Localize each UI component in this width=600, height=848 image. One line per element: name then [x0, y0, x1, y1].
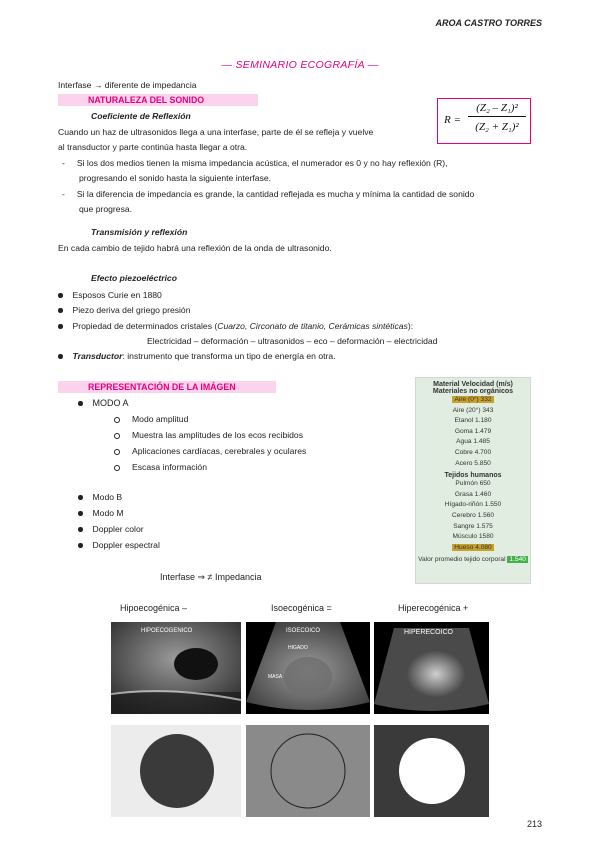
circle-bullet-icon — [114, 449, 120, 455]
bullet-icon — [78, 543, 83, 548]
dash-cont: progresando el sonido hasta la siguiente interfase. — [79, 173, 272, 183]
velocity-item: Sangre 1.575 — [453, 522, 493, 530]
circle-bullet-icon — [114, 465, 120, 471]
page-title: — SEMINARIO ECOGRAFÍA — — [221, 59, 379, 71]
bullet-icon — [78, 511, 83, 516]
bullet-item — [58, 290, 162, 300]
velocity-item-text: Hueso 4.080 — [454, 543, 492, 551]
bullet-icon — [58, 324, 63, 329]
ultrasound-label-hiper: HIPERECOICO — [404, 629, 454, 636]
section-heading-imagen: REPRESENTACIÓN DE LA IMÁGEN — [58, 381, 276, 393]
col-label-iso: Isoecogénica = — [271, 603, 332, 613]
velocity-item: Cobre 4.700 — [454, 448, 492, 456]
schematic-iso — [246, 725, 370, 817]
sub-item — [114, 446, 306, 456]
sub-text: Aplicaciones cardíacas, cerebrales y oculares — [132, 446, 307, 456]
schematic-iso-graphic — [246, 725, 370, 817]
bullet-icon — [58, 293, 63, 298]
mode-text: Doppler espectral — [92, 540, 160, 550]
bullet-icon — [78, 527, 83, 532]
velocity-average-label: Valor promedio tejido corporal — [418, 556, 506, 564]
page-number: 213 — [526, 819, 542, 829]
velocity-average — [416, 555, 530, 566]
mode-a-item — [78, 398, 129, 408]
velocity-item — [416, 395, 530, 406]
velocity-subtitle-human: Tejidos humanos — [444, 472, 502, 480]
bullet-icon — [58, 354, 63, 359]
paragraph-line: Cuando un haz de ultrasonidos llega a una interfase, parte de él se refleja y vuelve — [58, 127, 374, 137]
section-heading-sonido: NATURALEZA DEL SONIDO — [58, 94, 258, 106]
schematic-hipo-graphic — [111, 725, 241, 817]
velocity-item: Pulmón 650 — [455, 480, 491, 488]
velocity-item-text: Aire (0°) 332 — [454, 396, 492, 403]
sub-text: Muestra las amplitudes de los ecos recibidos — [132, 430, 304, 440]
velocity-item: Músculo 1580 — [452, 533, 494, 541]
col-label-hiper: Hiperecogénica + — [398, 603, 469, 613]
sub-text: Modo amplitud — [132, 414, 189, 424]
mode-text: Modo B — [92, 492, 123, 502]
velocity-item: Acero 5.850 — [455, 459, 491, 467]
schematic-hiper — [374, 725, 489, 817]
bullet-text: Esposos Curie en 1880 — [72, 290, 162, 300]
velocity-item: Hígado-riñón 1.550 — [444, 501, 502, 509]
ultrasound-hipo-graphic — [111, 622, 241, 714]
velocity-title: Material Velocidad (m/s) — [433, 381, 513, 388]
velocity-item: Etanol 1.180 — [454, 417, 492, 425]
dash-cont: que progresa. — [79, 204, 133, 214]
ultrasound-label-higado: HIGADO — [288, 645, 308, 651]
ultrasound-iso-image — [246, 622, 370, 714]
schematic-hiper-graphic — [374, 725, 489, 817]
velocity-item: Cerebro 1.560 — [451, 511, 495, 519]
bullet-text: Propiedad de determinados cristales ( — [72, 321, 218, 331]
sub-text: Escasa información — [132, 462, 207, 472]
paragraph-line: al transductor y parte continúa hasta llegar a otra. — [58, 142, 248, 152]
author-name: AROA CASTRO TORRES — [435, 18, 542, 28]
mode-item — [78, 524, 144, 534]
dash-text: Si los dos medios tienen la misma impedancia acústica, el numerador es 0 y no hay reflexión (R), — [76, 158, 448, 168]
velocity-average-value: 1.540 — [509, 556, 526, 564]
subheading-reflexion: Coeficiente de Reflexión — [91, 111, 191, 121]
ultrasound-hipo-image — [111, 622, 241, 714]
velocity-item: Grasa 1.460 — [454, 490, 492, 498]
ultrasound-label-iso: ISOECOICO — [286, 628, 321, 634]
bullet-icon — [58, 308, 63, 313]
bullet-text: ): — [407, 321, 414, 331]
bullet-text-bold: Transductor — [72, 351, 123, 361]
circle-bullet-icon — [114, 417, 120, 423]
ultrasound-label-masa: MASA — [268, 674, 283, 680]
bullet-item — [58, 321, 413, 331]
intro-line: Interfase → diferente de impedancia — [58, 80, 197, 90]
sub-item — [114, 414, 188, 424]
bullet-item — [58, 305, 191, 315]
bullet-text-italic: Cuarzo, Circonato de titanio, Cerámicas sintéticas — [217, 321, 408, 331]
velocity-table-image — [415, 377, 531, 584]
ultrasound-label-hipo: HIPOECOGENICO — [141, 628, 193, 634]
bullet-item — [58, 351, 336, 361]
subheading-piezo: Efecto piezoeléctrico — [91, 273, 177, 283]
formula-numerator: (Z₂ – Z₁)² — [468, 102, 526, 117]
dash-item: - Si los dos medios tienen la misma impedancia acústica, el numerador es 0 y no hay reflexión (R), — [62, 158, 448, 168]
velocity-subtitle-inorganic: Materiales no orgánicos — [432, 388, 514, 395]
mode-item — [78, 508, 124, 518]
mode-text: Doppler color — [92, 524, 144, 534]
sub-item — [114, 430, 303, 440]
bullet-icon — [78, 401, 83, 406]
bullet-text: Piezo deriva del griego presión — [72, 305, 191, 315]
dash-text: Si la diferencia de impedancia es grande, la cantidad reflejada es mucha y mínima la cantidad de sonido — [76, 189, 475, 199]
reflection-formula — [437, 98, 531, 144]
interfase-line: Interfase ⇒ ≠ Impedancia — [160, 572, 262, 582]
mode-item — [78, 492, 122, 502]
bullet-text: : instrumento que transforma un tipo de energía en otra. — [122, 351, 336, 361]
formula-denominator: (Z₂ + Z₁)² — [475, 121, 519, 133]
velocity-item: Goma 1.479 — [454, 427, 492, 435]
col-label-hipo: Hipoecogénica – — [120, 603, 188, 613]
sub-item — [114, 462, 207, 472]
velocity-item: Aire (20°) 343 — [452, 406, 494, 414]
ultrasound-iso-graphic — [246, 622, 370, 714]
velocity-item: Agua 1.485 — [456, 438, 490, 446]
dash-item: - Si la diferencia de impedancia es grande, la cantidad reflejada es mucha y mínima la cantidad de sonido — [62, 189, 475, 199]
ultrasound-hiper-image — [374, 622, 489, 714]
subheading-transmision: Transmisión y reflexión — [91, 227, 188, 237]
mode-a-label: MODO A — [92, 398, 129, 408]
schematic-hipo — [111, 725, 241, 817]
bullet-icon — [78, 495, 83, 500]
mode-item — [78, 540, 160, 550]
formula-lhs: R = — [444, 114, 461, 126]
mode-text: Modo M — [92, 508, 124, 518]
velocity-item — [416, 543, 530, 554]
chain-line: Electricidad – deformación – ultrasonidos – eco – deformación – electricidad — [147, 336, 438, 346]
circle-bullet-icon — [114, 433, 120, 439]
paragraph-line: En cada cambio de tejido habrá una reflexión de la onda de ultrasonido. — [58, 243, 332, 253]
